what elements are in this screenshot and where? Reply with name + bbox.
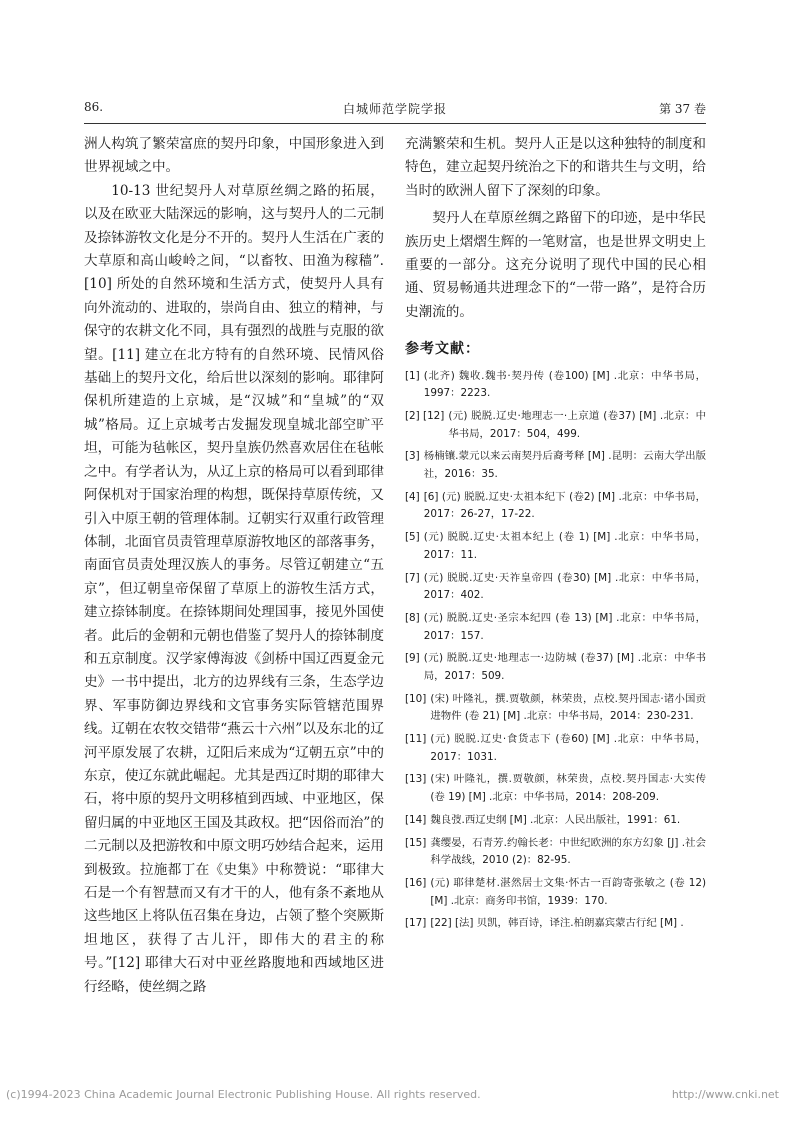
reference-text: 魏良弢.西辽史纲 [M] .北京：人民出版社，1991：61.: [430, 813, 681, 826]
reference-number: [3]: [405, 450, 420, 463]
volume-label: 第 37 卷: [659, 102, 706, 116]
right-column: [405, 133, 706, 938]
reference-item: [405, 691, 706, 726]
reference-item: [405, 835, 706, 870]
running-header: [84, 100, 706, 120]
reference-text: (元) 脱脱.辽史·天祚皇帝四 (卷30) [M] .北京：中华书局，2017：402.: [423, 571, 706, 602]
reference-text: (元) 脱脱.辽史·地理志一·上京道 (卷37) [M] .北京：中华书局，2017：504，499.: [448, 410, 706, 440]
reference-text: (元) 脱脱.辽史·太祖本纪上 (卷 1) [M] .北京：中华书局，2017：11.: [423, 531, 706, 561]
reference-item: [405, 448, 706, 483]
paragraph: 充满繁荣和生机。契丹人正是以这种独特的制度和特色，建立起契丹统治之下的和谐共生与文明，给当时的欧洲人留下了深刻的印象。: [405, 136, 706, 199]
reference-text: [22] [法] 贝凯，韩百诗，译注.柏朗嘉宾蒙古行纪 [M] .: [430, 917, 684, 930]
reference-number: [10]: [405, 692, 427, 705]
reference-item: [405, 529, 706, 564]
reference-list: [405, 368, 706, 933]
reference-item: [405, 570, 706, 605]
reference-text: 龚缨晏，石青芳.约翰长老：中世纪欧洲的东方幻象 [J] .社会科学战线，2010 (2)：82-95.: [430, 836, 706, 867]
copyright-footer: [0, 1088, 793, 1104]
reference-text: (元) 脱脱.辽史·地理志一·边防城 (卷37) [M] .北京：中华书局，2017：509.: [423, 652, 706, 682]
reference-text: [6] (元) 脱脱.辽史·太祖本纪下 (卷2) [M] .北京：中华书局，2017：26-27，17-22.: [423, 490, 706, 521]
reference-item: [405, 812, 706, 830]
reference-number: [14]: [405, 813, 427, 826]
reference-number: [13]: [405, 773, 427, 786]
reference-item: [405, 489, 706, 524]
reference-number: [15]: [405, 836, 427, 849]
paragraph: 契丹人在草原丝绸之路留下的印迹，是中华民族历史上熠熠生辉的一笔财富，也是世界文明史上重要的一部分。这充分说明了现代中国的民心相通、贸易畅通共进理念下的“一带一路”，是符合历史潮流的。: [405, 210, 706, 320]
reference-text: (元) 脱脱.辽史·圣宗本纪四 (卷 13) [M] .北京：中华书局，2017：157.: [423, 611, 706, 642]
reference-text: (北齐) 魏收.魏书·契丹传 (卷100) [M] .北京：中华书局，1997：2223.: [423, 369, 706, 400]
reference-number: [11]: [405, 733, 427, 746]
reference-item: [405, 650, 706, 685]
paragraph: 10-13 世纪契丹人对草原丝绸之路的拓展，以及在欧亚大陆深远的影响，这与契丹人的二元制及捺钵游牧文化是分不开的。契丹人生活在广袤的大草原和高山峻岭之间，“以畜牧、田渔为稼穑”.[10] 所处的自然环境和生活方式，使契丹人具有向外流动的、进取的，崇尚自由、独立的精神，与保守的农耕文化不同，具有强烈的战胜与克服的欲望。[11] 建立在北方特有的自然环境、民情风俗基础上的契丹文化，给后世以深刻的影响。耶律阿保机所建造的上京城，是“汉城”和“皇城”的“双城”格局。辽上京城考古发掘发现皇城北部空旷平坦，可能为毡帐区，契丹皇族仍然喜欢居住在毡帐之中。有学者认为，从辽上京的格局可以看到耶律阿保机对于国家治理的构想，既保持草原传统，又引入中原王朝的管理体制。辽朝实行双重行政管理体制，北面官员责管理草原游牧地区的部落事务，南面官员责处理汉族人的事务。尽管辽朝建立“五京”，但辽朝皇帝保留了草原上的游牧生活方式，建立捺钵制度。在捺钵期间处理国事，接见外国使者。此后的金朝和元朝也借鉴了契丹人的捺钵制度和五京制度。汉学家傅海波《剑桥中国辽西夏金元史》一书中提出，北方的边界线有三条，生态学边界、军事防御边界线和文官事务实际管辖范围界线。辽朝在农牧交错带“燕云十六州”以及东北的辽河平原发展了农耕，辽阳后来成为“辽朝五京”中的东京，使辽东就此崛起。尤其是西辽时期的耶律大石，将中原的契丹文明移植到西域、中亚地区，保留归属的中亚地区王国及其政权。把“因俗而治”的二元制以及把游牧和中原文明巧妙结合起来，运用到极致。拉施都丁在《史集》中称赞说：“耶律大石是一个有智慧而又有才干的人，他有条不紊地从这些地区上将队伍召集在身边，占领了整个突厥斯坦地区，获得了古儿汗，即伟大的君主的称号。”[12] 耶律大石对中亚丝路腹地和西域地区进行经略，使丝绸之路: [84, 182, 384, 995]
reference-number: [1]: [405, 369, 420, 382]
reference-text: 杨楠镶.蒙元以来云南契丹后裔考释 [M] .昆明：云南大学出版社，2016：35.: [423, 450, 706, 480]
reference-text: (宋) 叶隆礼，撰.贾敬颜，林荣贵，点校.契丹国志·诸小国贡进物件 (卷 21) [M] .北京：中华书局，2014：230-231.: [430, 692, 706, 723]
reference-number: [17]: [405, 917, 427, 930]
reference-number: [16]: [405, 876, 427, 889]
journal-title: 白城师范学院学报: [342, 102, 447, 116]
reference-text: (元) 耶律楚材.湛然居士文集·怀古一百韵寄张敏之 (卷 12) [M] .北京：商务印书馆，1939：170.: [430, 876, 706, 907]
reference-item: [405, 610, 706, 645]
reference-number: [5]: [405, 531, 420, 544]
reference-number: [8]: [405, 611, 420, 624]
left-column: [84, 133, 384, 999]
reference-item: [405, 875, 706, 910]
reference-item: [405, 731, 706, 766]
reference-number: [9]: [405, 652, 420, 665]
reference-item: [405, 368, 706, 403]
reference-text: (宋) 叶隆礼，撰.贾敬颜，林荣贵，点校.契丹国志·大实传 (卷 19) [M] .北京：中华书局，2014：208-209.: [430, 773, 706, 803]
reference-number: [2] [12]: [405, 410, 445, 423]
reference-text: (元) 脱脱.辽史·食货志下 (卷60) [M] .北京：中华书局，2017：1031.: [430, 733, 706, 763]
reference-item: [405, 771, 706, 806]
references-heading: 参考文献：: [405, 341, 480, 358]
reference-number: [7]: [405, 571, 420, 584]
paragraph: 洲人构筑了繁荣富庶的契丹印象，中国形象进入到世界视域之中。: [84, 136, 384, 176]
reference-number: [4]: [405, 490, 420, 503]
reference-item: [405, 408, 706, 443]
page-number: 86.: [84, 100, 104, 114]
cnki-url: http://www.cnki.net: [671, 1088, 779, 1101]
header-rule: [84, 123, 706, 124]
reference-item: [405, 915, 706, 933]
copyright-notice: (c)1994-2023 China Academic Journal Electronic Publishing House. All rights reserved.: [6, 1088, 481, 1101]
